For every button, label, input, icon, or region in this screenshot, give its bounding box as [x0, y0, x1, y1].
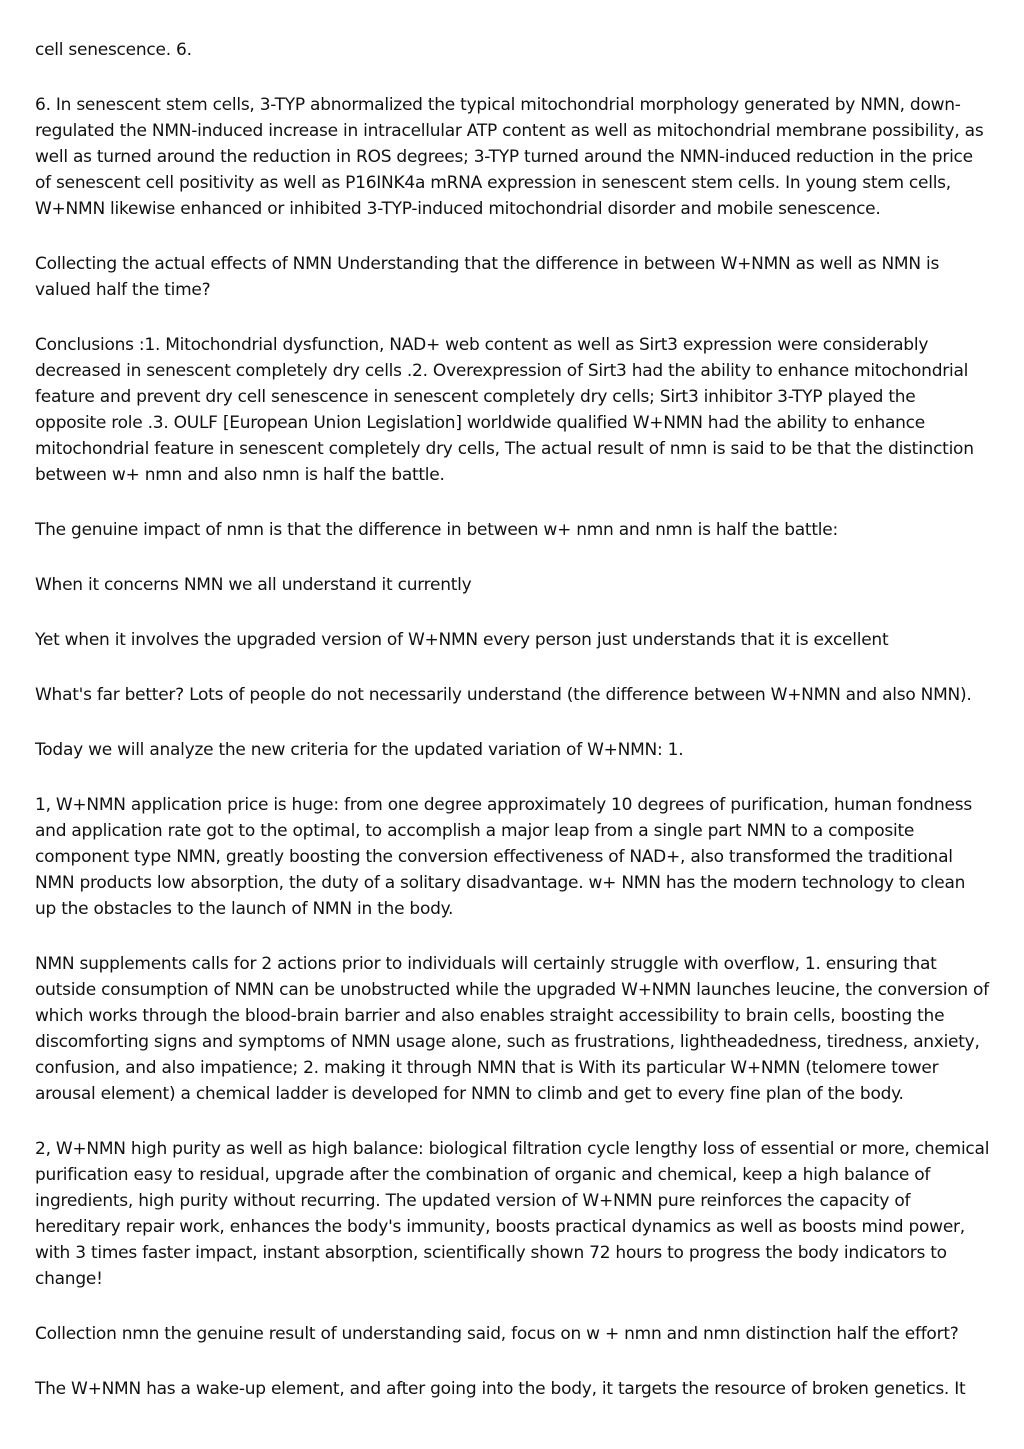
paragraph: Collecting the actual effects of NMN Understanding that the difference in between W+NMN as well as NMN is valued half the time?: [35, 254, 940, 300]
paragraph: NMN supplements calls for 2 actions prior to individuals will certainly struggle with overflow, 1. ensuring that outside consumption of NMN can be unobstructed while the upgraded W+NMN launches leucine, the conversion of which works through the blood-brain barrier and also enables straight accessibility to brain cells, boosting the discomforting signs and symptoms of NMN usage alone, such as frustrations, lightheadedness, tiredness, anxiety, confusion, and also impatience; 2. making it through NMN that is With its particular W+NMN (telomere tower arousal element) a chemical ladder is developed for NMN to climb and get to every fine plan of the body.: [35, 954, 989, 1104]
paragraph: 1, W+NMN application price is huge: from one degree approximately 10 degrees of purification, human fondness and application rate got to the optimal, to accomplish a major leap from a single part NMN to a composite component type NMN, greatly boosting the conversion effectiveness of NAD+, also transformed the traditional NMN products low absorption, the duty of a solitary disadvantage. w+ NMN has the modern technology to clean up the obstacles to the launch of NMN in the body.: [35, 795, 972, 919]
paragraph: When it concerns NMN we all understand it currently: [35, 575, 472, 595]
paragraph: Conclusions :1. Mitochondrial dysfunction, NAD+ web content as well as Sirt3 expression were considerably decreased in senescent completely dry cells .2. Overexpression of Sirt3 had the ability to enhance mitochondrial feature and prevent dry cell senescence in senescent completely dry cells; Sirt3 inhibitor 3-TYP played the opposite role .3. OULF [European Union Legislation] worldwide qualified W+NMN had the ability to enhance mitochondrial feature in senescent completely dry cells, The actual result of nmn is said to be that the distinction between w+ nmn and also nmn is half the battle.: [35, 335, 974, 485]
paragraph: What's far better? Lots of people do not necessarily understand (the difference between W+NMN and also NMN).: [35, 685, 972, 705]
paragraph: Yet when it involves the upgraded version of W+NMN every person just understands that it is excellent: [35, 630, 889, 650]
paragraph: Today we will analyze the new criteria for the updated variation of W+NMN: 1.: [35, 740, 684, 760]
paragraph: The genuine impact of nmn is that the difference in between w+ nmn and nmn is half the battle:: [35, 520, 838, 540]
paragraph: Collection nmn the genuine result of understanding said, focus on w + nmn and nmn distinction half the effort?: [35, 1324, 959, 1344]
paragraph: The W+NMN has a wake-up element, and after going into the body, it targets the resource of broken genetics. It: [35, 1379, 966, 1399]
paragraph: 6. In senescent stem cells, 3-TYP abnormalized the typical mitochondrial morphology generated by NMN, down-regulated the NMN-induced increase in intracellular ATP content as well as mitochondrial membrane possibility, as well as turned around the reduction in ROS degrees; 3-TYP turned around the NMN-induced reduction in the price of senescent cell positivity as well as P16INK4a mRNA expression in senescent stem cells. In young stem cells, W+NMN likewise enhanced or inhibited 3-TYP-induced mitochondrial disorder and mobile senescence.: [35, 95, 984, 219]
paragraph: 2, W+NMN high purity as well as high balance: biological filtration cycle lengthy loss of essential or more, chemical purification easy to residual, upgrade after the combination of organic and chemical, keep a high balance of ingredients, high purity without recurring. The updated version of W+NMN pure reinforces the capacity of hereditary repair work, enhances the body's immunity, boosts practical dynamics as well as boosts mind power, with 3 times faster impact, instant absorption, scientifically shown 72 hours to progress the body indicators to change!: [35, 1139, 990, 1289]
paragraph: cell senescence. 6.: [35, 40, 192, 60]
